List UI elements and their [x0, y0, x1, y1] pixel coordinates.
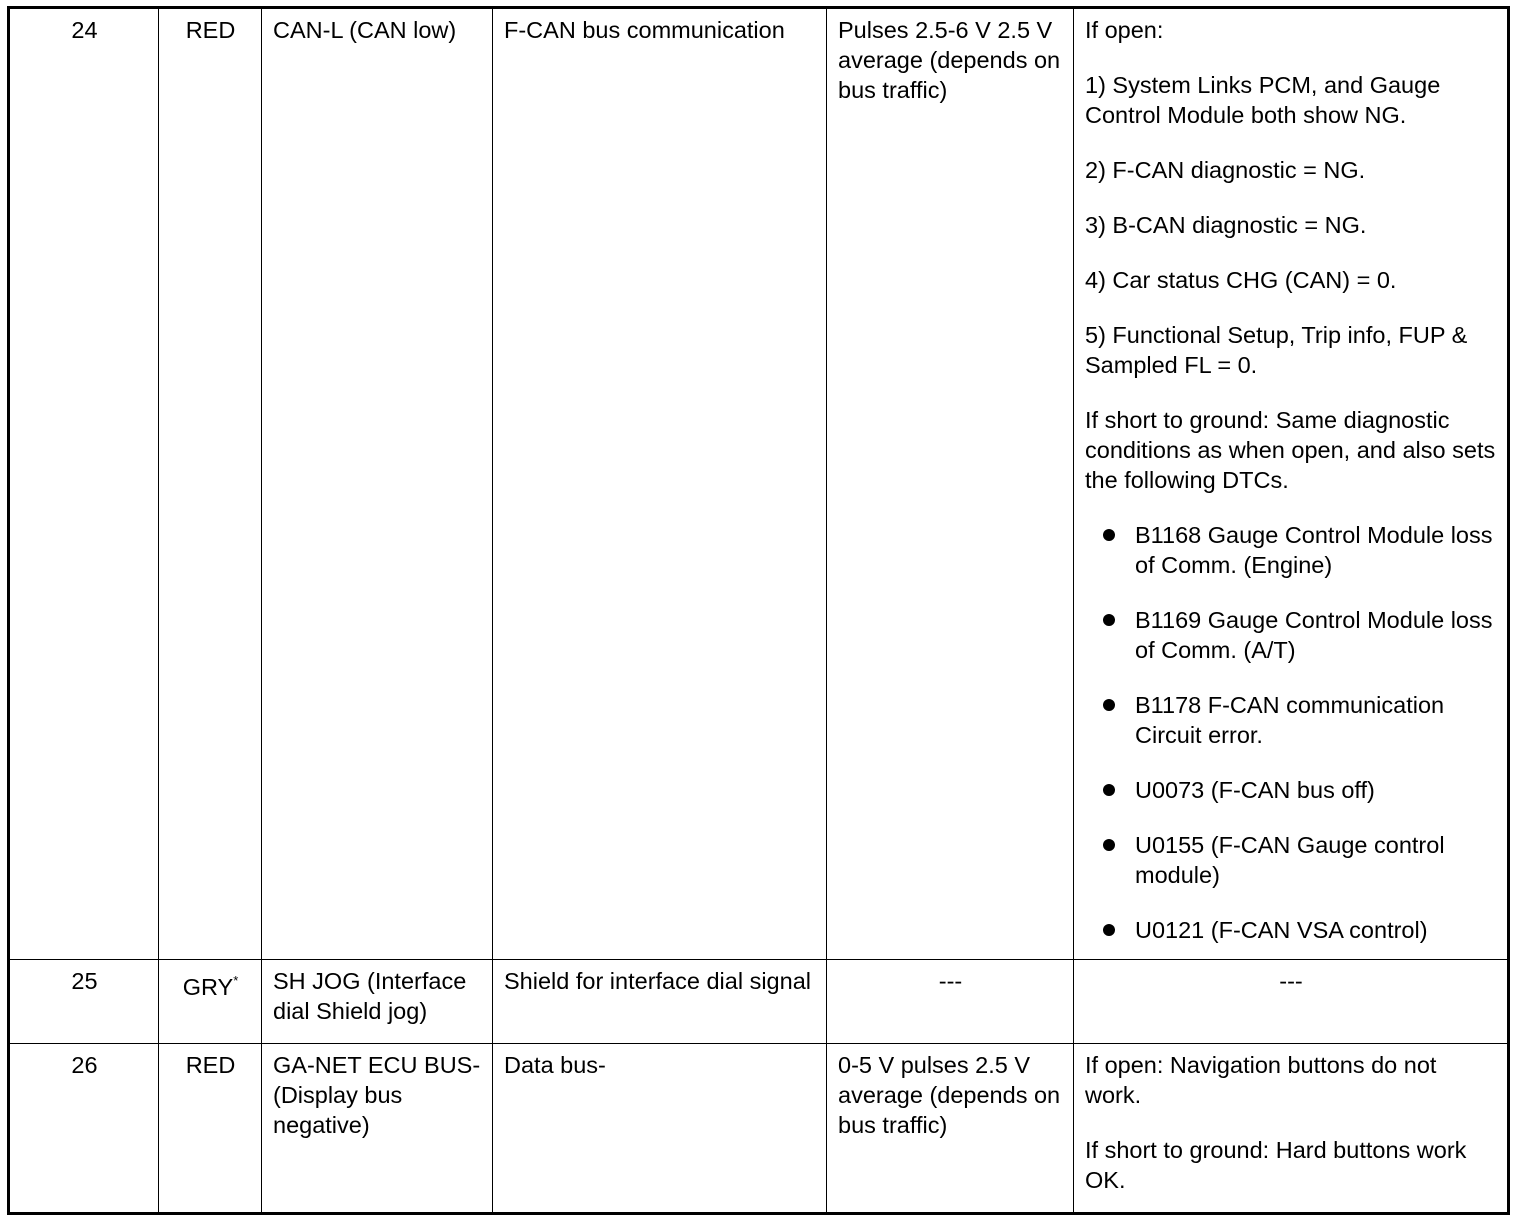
dtc-text: B1169 Gauge Control Module loss of Comm. (A/T) — [1135, 607, 1493, 663]
diagnosis-paragraph: 3) B-CAN diagnostic = NG. — [1085, 212, 1367, 238]
pin-number: 25 — [9, 960, 159, 1044]
bullet-icon — [1103, 839, 1115, 851]
dtc-text: B1178 F-CAN communication Circuit error. — [1135, 692, 1445, 748]
diagnosis-paragraph: If short to ground: Same diagnostic conditions as when open, and also sets the following DTCs. — [1085, 407, 1496, 493]
dtc-text: U0121 (F-CAN VSA control) — [1135, 917, 1428, 943]
list-item — [1101, 830, 1497, 890]
diagnosis-paragraph: 1) System Links PCM, and Gauge Control Module both show NG. — [1085, 72, 1441, 128]
terminal-name: GA-NET ECU BUS- (Display bus negative) — [262, 1044, 493, 1214]
wire-color — [159, 1044, 262, 1214]
voltage-spec: 0-5 V pulses 2.5 V average (depends on bus traffic) — [827, 1044, 1074, 1214]
table-row — [9, 8, 1509, 960]
wire-color — [159, 960, 262, 1044]
diagnosis-cell — [1074, 1044, 1509, 1214]
signal-description: Shield for interface dial signal — [493, 960, 827, 1044]
dtc-text: U0073 (F-CAN bus off) — [1135, 777, 1375, 803]
dtc-text: B1168 Gauge Control Module loss of Comm. (Engine) — [1135, 522, 1493, 578]
bullet-icon — [1103, 924, 1115, 936]
dtc-text: U0155 (F-CAN Gauge control module) — [1135, 832, 1445, 888]
voltage-spec: --- — [827, 960, 1074, 1044]
diagnosis-cell: --- — [1074, 960, 1509, 1044]
wire-color-text: RED — [185, 17, 236, 43]
diagnosis-paragraph: If short to ground: Hard buttons work OK. — [1085, 1137, 1467, 1193]
pin-number: 24 — [9, 8, 159, 960]
footnote-mark: * — [233, 973, 239, 988]
diagnosis-paragraph: 5) Functional Setup, Trip info, FUP & Sampled FL = 0. — [1085, 322, 1468, 378]
voltage-spec: Pulses 2.5-6 V 2.5 V average (depends on bus traffic) — [827, 8, 1074, 960]
diagnosis-paragraph: 2) F-CAN diagnostic = NG. — [1085, 157, 1366, 183]
table-row — [9, 1044, 1509, 1214]
table-row — [9, 960, 1509, 1044]
list-item — [1101, 605, 1497, 665]
list-item — [1101, 520, 1497, 580]
bullet-icon — [1103, 699, 1115, 711]
dtc-list — [1085, 520, 1497, 945]
pin-number: 26 — [9, 1044, 159, 1214]
pin-table — [7, 6, 1510, 1215]
list-item — [1101, 775, 1497, 805]
wire-color-text: GRY — [182, 974, 234, 1000]
diagnosis-paragraph: If open: Navigation buttons do not work. — [1085, 1052, 1437, 1108]
diagnosis-paragraph: 4) Car status CHG (CAN) = 0. — [1085, 267, 1397, 293]
list-item — [1101, 690, 1497, 750]
bullet-icon — [1103, 529, 1115, 541]
bullet-icon — [1103, 614, 1115, 626]
diagnosis-paragraph: If open: — [1085, 17, 1164, 43]
terminal-name: SH JOG (Interface dial Shield jog) — [262, 960, 493, 1044]
signal-description: F-CAN bus communication — [493, 8, 827, 960]
signal-description: Data bus- — [493, 1044, 827, 1214]
wire-color — [159, 8, 262, 960]
terminal-name: CAN-L (CAN low) — [262, 8, 493, 960]
bullet-icon — [1103, 784, 1115, 796]
diagnosis-cell — [1074, 8, 1509, 960]
list-item — [1101, 915, 1497, 945]
wire-color-text: RED — [185, 1052, 236, 1078]
